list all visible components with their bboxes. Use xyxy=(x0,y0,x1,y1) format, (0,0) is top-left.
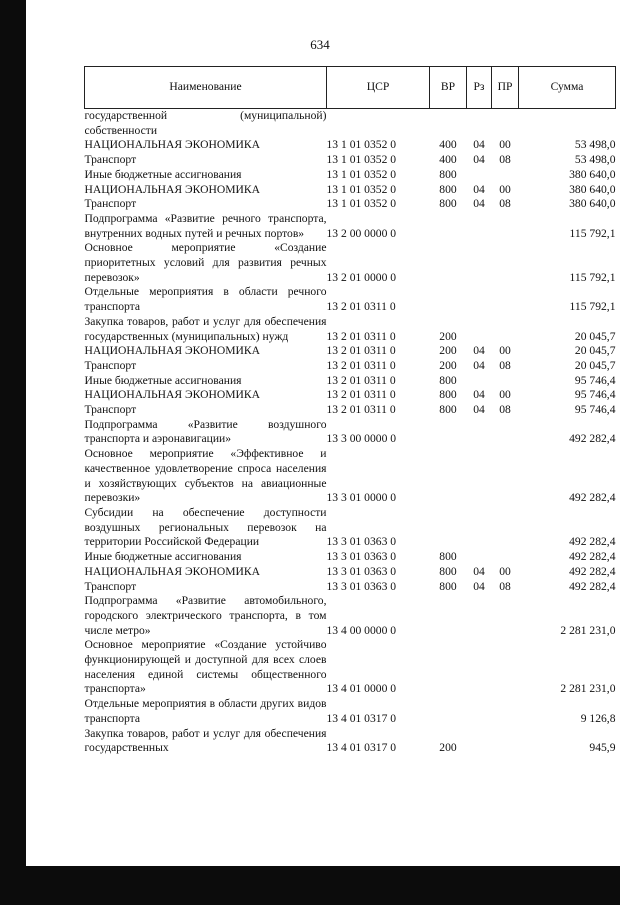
vr-cell: 200 xyxy=(439,358,457,372)
sum-cell: 380 640,0 xyxy=(569,167,616,181)
rz-cell xyxy=(467,418,492,447)
pr-cell xyxy=(492,315,519,344)
table-row xyxy=(85,565,616,580)
rz-cell: 04 xyxy=(473,358,485,372)
pr-cell xyxy=(492,285,519,314)
rz-cell: 04 xyxy=(473,579,485,593)
name-cell: НАЦИОНАЛЬНАЯ ЭКОНОМИКА xyxy=(84,564,261,578)
table-row xyxy=(85,374,616,389)
vr-cell: 800 xyxy=(439,564,457,578)
vr-cell: 800 xyxy=(439,182,457,196)
pr-cell xyxy=(492,727,519,756)
csr-cell: 13 2 01 0311 0 xyxy=(326,388,396,402)
rz-cell: 04 xyxy=(473,197,485,211)
name-cell: Транспорт xyxy=(84,197,137,211)
vr-cell: 200 xyxy=(439,741,457,755)
table-row xyxy=(85,594,616,638)
scan-edge-left xyxy=(0,0,26,872)
rz-cell: 04 xyxy=(473,388,485,402)
table-row xyxy=(85,197,616,212)
name-cell: Транспорт xyxy=(84,403,137,417)
sum-cell: 492 282,4 xyxy=(569,491,616,505)
csr-cell: 13 2 01 0311 0 xyxy=(326,300,396,314)
pr-cell: 00 xyxy=(499,388,511,402)
name-cell: Иные бюджетные ассигнования xyxy=(84,373,242,387)
name-cell: Подпрограмма «Развитие воздушного транспорта и аэронавигации» xyxy=(84,417,327,446)
csr-cell: 13 3 00 0000 0 xyxy=(326,432,397,446)
sum-cell: 95 746,4 xyxy=(574,388,616,402)
csr-cell: 13 2 00 0000 0 xyxy=(326,226,397,240)
table-row xyxy=(85,359,616,374)
name-cell: Транспорт xyxy=(84,579,137,593)
name-cell: Иные бюджетные ассигнования xyxy=(84,550,242,564)
vr-cell xyxy=(430,109,467,139)
sum-cell: 380 640,0 xyxy=(569,182,616,196)
sum-cell: 2 281 231,0 xyxy=(560,682,616,696)
csr-cell: 13 3 01 0363 0 xyxy=(326,564,397,578)
vr-cell xyxy=(430,594,467,638)
pr-cell xyxy=(492,241,519,285)
csr-cell: 13 3 01 0363 0 xyxy=(326,579,397,593)
scan-edge-right xyxy=(620,0,640,905)
pr-cell: 08 xyxy=(499,153,511,167)
pr-cell: 00 xyxy=(499,138,511,152)
csr-cell: 13 4 01 0000 0 xyxy=(326,682,397,696)
table-row xyxy=(85,168,616,183)
vr-cell xyxy=(430,418,467,447)
header-pr: ПР xyxy=(492,67,519,109)
csr-cell: 13 3 01 0363 0 xyxy=(326,535,397,549)
name-cell: Отдельные мероприятия в области других видов транспорта xyxy=(84,697,327,725)
vr-cell: 800 xyxy=(439,403,457,417)
name-cell: Транспорт xyxy=(84,358,137,372)
table-row xyxy=(85,183,616,198)
vr-cell: 200 xyxy=(439,329,457,343)
rz-cell xyxy=(467,550,492,565)
csr-cell: 13 1 01 0352 0 xyxy=(326,182,397,196)
pr-cell xyxy=(492,506,519,550)
rz-cell xyxy=(467,447,492,506)
table-row xyxy=(85,580,616,595)
pr-cell: 08 xyxy=(499,403,511,417)
pr-cell: 00 xyxy=(499,344,511,358)
csr-cell: 13 1 01 0352 0 xyxy=(326,197,397,211)
csr-cell: 13 2 01 0311 0 xyxy=(326,403,396,417)
rz-cell: 04 xyxy=(473,153,485,167)
pr-cell: 00 xyxy=(499,182,511,196)
rz-cell xyxy=(467,594,492,638)
csr-cell xyxy=(327,109,430,139)
csr-cell: 13 3 01 0363 0 xyxy=(326,550,397,564)
vr-cell: 800 xyxy=(439,373,457,387)
sum-cell: 492 282,4 xyxy=(569,550,616,564)
sum-cell: 115 792,1 xyxy=(569,300,616,314)
name-cell: Основное мероприятие «Создание устойчиво функционирующей и доступной для всех слоев населения единой системы общественного транспорта» xyxy=(84,638,327,696)
rz-cell: 04 xyxy=(473,564,485,578)
header-sum: Сумма xyxy=(519,67,616,109)
page-number: 634 xyxy=(310,37,330,52)
vr-cell xyxy=(430,212,467,241)
sum-cell: 492 282,4 xyxy=(569,564,616,578)
vr-cell xyxy=(430,241,467,285)
name-cell: Подпрограмма «Развитие речного транспорта, внутренних водных путей и речных портов» xyxy=(84,211,327,240)
csr-cell: 13 3 01 0000 0 xyxy=(326,491,397,505)
pr-cell xyxy=(492,374,519,389)
pr-cell: 08 xyxy=(499,358,511,372)
vr-cell xyxy=(430,506,467,550)
pr-cell xyxy=(492,212,519,241)
vr-cell xyxy=(430,638,467,697)
table-row xyxy=(85,697,616,726)
sum-cell: 945,9 xyxy=(589,741,616,755)
sum-cell: 380 640,0 xyxy=(569,197,616,211)
table-header-row xyxy=(85,67,616,109)
name-cell: НАЦИОНАЛЬНАЯ ЭКОНОМИКА xyxy=(84,388,261,402)
vr-cell: 400 xyxy=(439,153,457,167)
table-row xyxy=(85,727,616,756)
csr-cell: 13 4 01 0317 0 xyxy=(326,711,397,725)
csr-cell: 13 2 01 0311 0 xyxy=(326,344,396,358)
table-row xyxy=(85,212,616,241)
table-body xyxy=(85,109,616,756)
rz-cell xyxy=(467,727,492,756)
rz-cell xyxy=(467,109,492,139)
name-cell: НАЦИОНАЛЬНАЯ ЭКОНОМИКА xyxy=(84,344,261,358)
name-cell: Подпрограмма «Развитие автомобильного, городского электрического транспорта, в том числе метро» xyxy=(84,594,327,637)
csr-cell: 13 4 01 0317 0 xyxy=(326,741,397,755)
pr-cell: 08 xyxy=(499,197,511,211)
name-cell: Основное мероприятие «Создание приоритетных условий для развития речных перевозок» xyxy=(84,241,327,284)
sum-cell: 20 045,7 xyxy=(574,344,616,358)
sum-cell: 492 282,4 xyxy=(569,579,616,593)
csr-cell: 13 2 01 0000 0 xyxy=(326,270,397,284)
sum-cell: 492 282,4 xyxy=(569,432,616,446)
name-cell: Основное мероприятие «Эффективное и качественное удовлетворение спроса населения и хозяйствующих субъектов на авиационные перевозки» xyxy=(84,447,327,505)
budget-table xyxy=(84,66,616,756)
table-row xyxy=(85,638,616,697)
name-cell: Субсидии на обеспечение доступности воздушных региональных перевозок на территории Российской Федерации xyxy=(84,505,327,549)
header-rz: Рз xyxy=(467,67,492,109)
pr-cell: 00 xyxy=(499,564,511,578)
scan-edge-bottom xyxy=(0,866,640,905)
vr-cell xyxy=(430,697,467,726)
sum-cell: 9 126,8 xyxy=(580,711,616,725)
rz-cell: 04 xyxy=(473,182,485,196)
sum-cell: 115 792,1 xyxy=(569,226,616,240)
table-row xyxy=(85,153,616,168)
rz-cell xyxy=(467,168,492,183)
name-cell: НАЦИОНАЛЬНАЯ ЭКОНОМИКА xyxy=(84,138,261,152)
pr-cell xyxy=(492,447,519,506)
rz-cell xyxy=(467,241,492,285)
rz-cell: 04 xyxy=(473,403,485,417)
table-row xyxy=(85,344,616,359)
header-name: Наименование xyxy=(85,67,327,109)
table-row xyxy=(85,506,616,550)
sum-cell: 53 498,0 xyxy=(574,138,616,152)
sum-cell: 20 045,7 xyxy=(574,358,616,372)
rz-cell xyxy=(467,697,492,726)
vr-cell: 800 xyxy=(439,579,457,593)
sum-cell: 95 746,4 xyxy=(574,373,616,387)
table-row xyxy=(85,109,616,139)
rz-cell xyxy=(467,285,492,314)
vr-cell xyxy=(430,285,467,314)
name-cell: Транспорт xyxy=(84,153,137,167)
pr-cell xyxy=(492,594,519,638)
vr-cell: 800 xyxy=(439,167,457,181)
vr-cell: 400 xyxy=(439,138,457,152)
csr-cell: 13 4 00 0000 0 xyxy=(326,623,397,637)
table-row xyxy=(85,285,616,314)
table-row xyxy=(85,388,616,403)
csr-cell: 13 2 01 0311 0 xyxy=(326,358,396,372)
rz-cell xyxy=(467,374,492,389)
rz-cell xyxy=(467,638,492,697)
header-vr: ВР xyxy=(430,67,467,109)
name-cell: НАЦИОНАЛЬНАЯ ЭКОНОМИКА xyxy=(84,182,261,196)
csr-cell: 13 1 01 0352 0 xyxy=(326,153,397,167)
vr-cell: 800 xyxy=(439,550,457,564)
pr-cell xyxy=(492,109,519,139)
pr-cell xyxy=(492,168,519,183)
name-cell: государственной (муниципальной) собственности xyxy=(84,109,327,137)
table-row xyxy=(85,315,616,344)
header-csr: ЦСР xyxy=(327,67,430,109)
pr-cell xyxy=(492,638,519,697)
name-cell: Закупка товаров, работ и услуг для обеспечения государственных xyxy=(84,726,327,755)
pr-cell xyxy=(492,418,519,447)
vr-cell: 200 xyxy=(439,344,457,358)
rz-cell: 04 xyxy=(473,138,485,152)
table-row xyxy=(85,138,616,153)
vr-cell: 800 xyxy=(439,388,457,402)
sum-cell: 20 045,7 xyxy=(574,329,616,343)
sum-cell: 95 746,4 xyxy=(574,403,616,417)
csr-cell: 13 1 01 0352 0 xyxy=(326,167,397,181)
sum-cell: 53 498,0 xyxy=(574,153,616,167)
table-row xyxy=(85,447,616,506)
vr-cell: 800 xyxy=(439,197,457,211)
table-row xyxy=(85,418,616,447)
pr-cell xyxy=(492,697,519,726)
sum-cell: 115 792,1 xyxy=(569,270,616,284)
pr-cell: 08 xyxy=(499,579,511,593)
name-cell: Отдельные мероприятия в области речного транспорта xyxy=(84,285,327,314)
pr-cell xyxy=(492,550,519,565)
name-cell: Закупка товаров, работ и услуг для обеспечения государственных (муниципальных) нужд xyxy=(84,314,327,343)
name-cell: Иные бюджетные ассигнования xyxy=(84,167,242,181)
table-row xyxy=(85,241,616,285)
rz-cell xyxy=(467,315,492,344)
vr-cell xyxy=(430,447,467,506)
rz-cell: 04 xyxy=(473,344,485,358)
table-row xyxy=(85,550,616,565)
table-row xyxy=(85,403,616,418)
sum-cell: 2 281 231,0 xyxy=(560,623,616,637)
rz-cell xyxy=(467,212,492,241)
sum-cell: 492 282,4 xyxy=(569,535,616,549)
csr-cell: 13 2 01 0311 0 xyxy=(326,329,396,343)
rz-cell xyxy=(467,506,492,550)
csr-cell: 13 2 01 0311 0 xyxy=(326,373,396,387)
csr-cell: 13 1 01 0352 0 xyxy=(326,138,397,152)
sum-cell xyxy=(519,109,616,139)
